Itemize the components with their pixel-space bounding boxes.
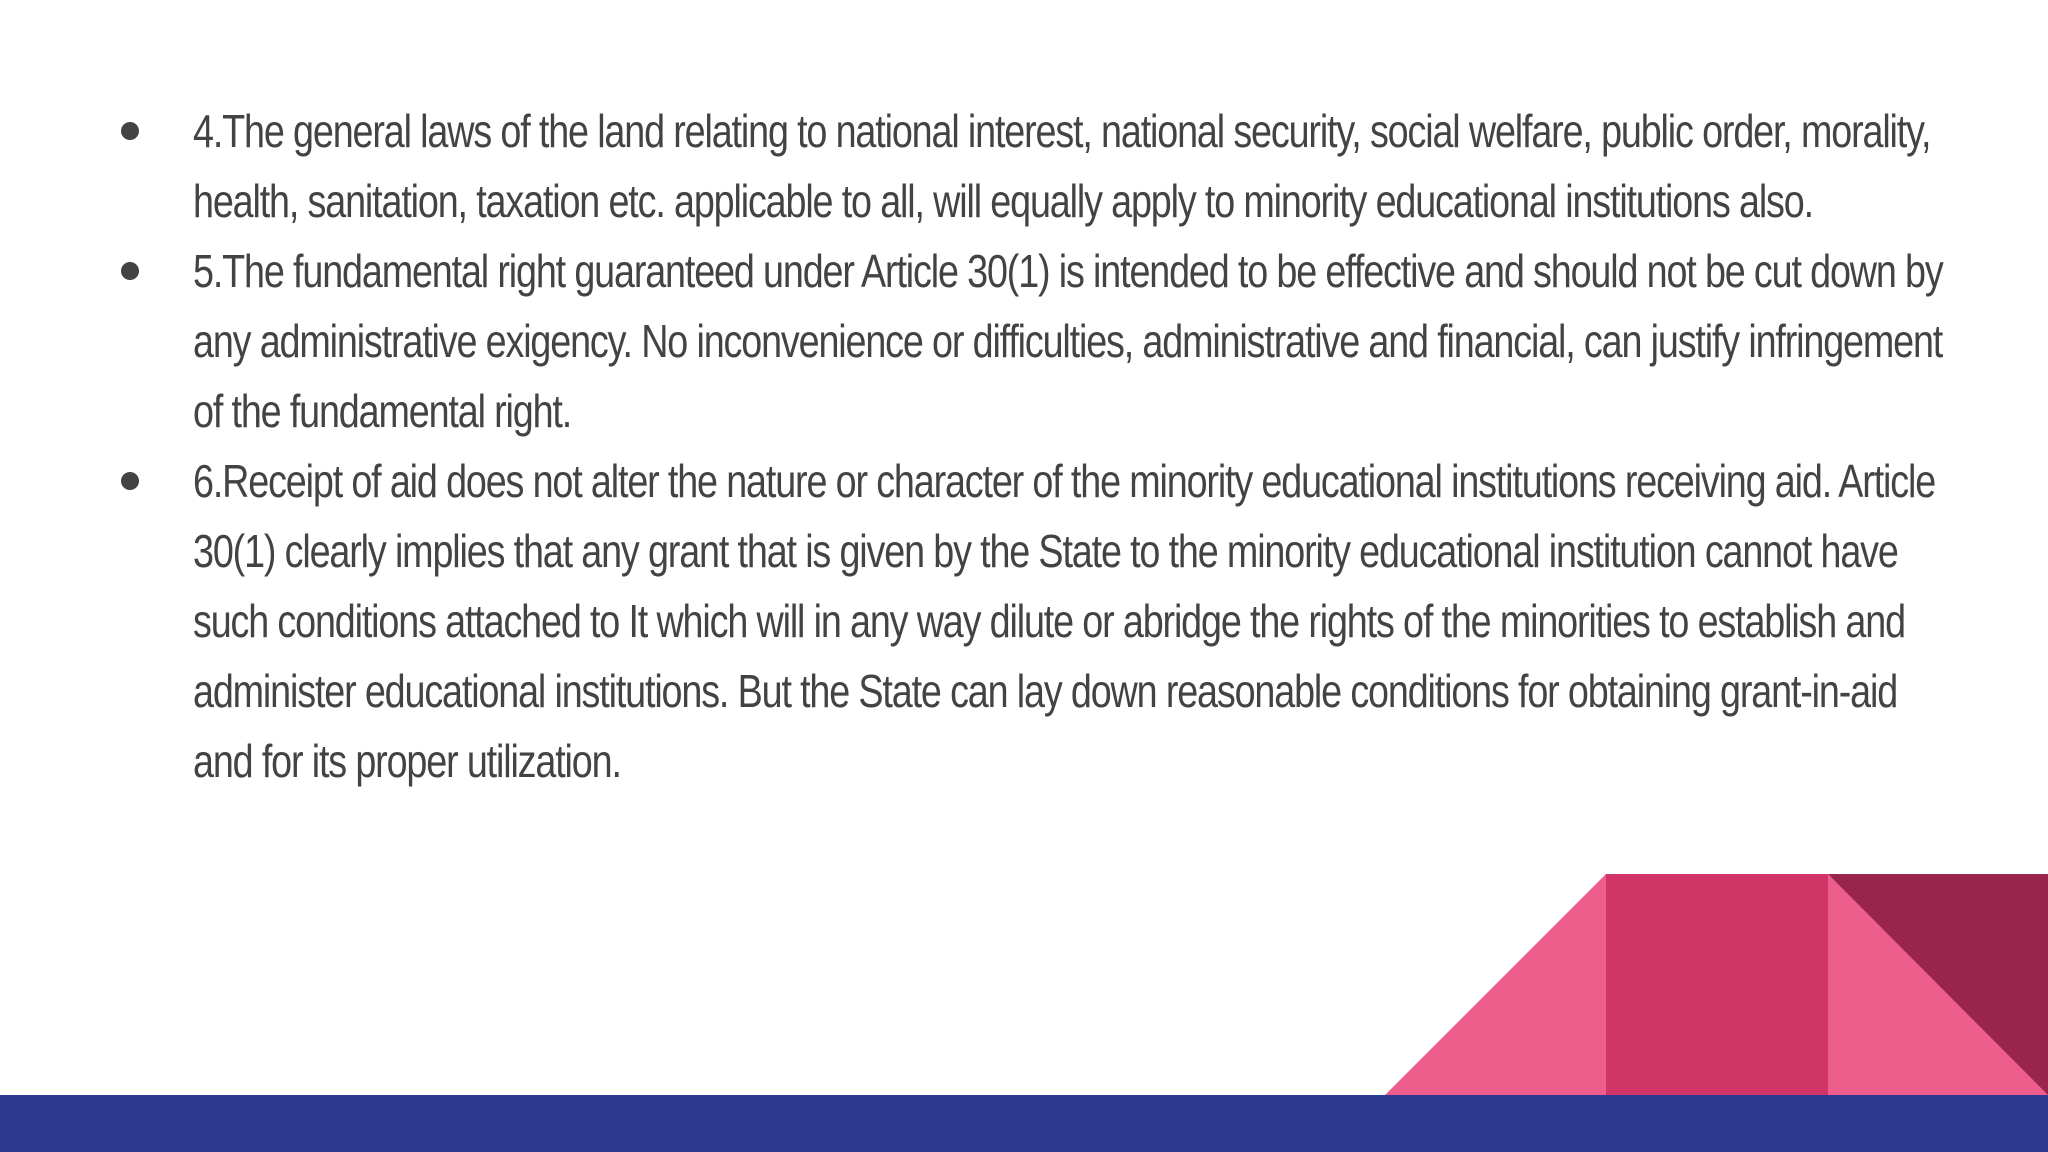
bullet-text: 5.The fundamental right guaranteed under Article 30(1) is intended to be effective and should not be cut down by any administrative exigency. No inconvenience or difficulties, administrative and financial, can justify infringement of the fundamental right. <box>193 245 1943 437</box>
decor-pink-triangle-left <box>1385 874 1606 1095</box>
bullet-item-5 <box>118 236 1943 446</box>
bullet-text: 4.The general laws of the land relating to national interest, national security, social welfare, public order, morality, health, sanitation, taxation etc. applicable to all, will equally apply to minority educational institutions also. <box>193 105 1931 227</box>
bullet-item-6 <box>118 446 1938 796</box>
footer-bar <box>0 1095 2048 1152</box>
bullet-dot-icon <box>121 262 139 280</box>
bullet-dot-icon <box>121 472 139 490</box>
bullet-item-4 <box>118 96 1938 236</box>
bullet-dot-icon <box>121 122 139 140</box>
bullet-text: 6.Receipt of aid does not alter the nature or character of the minority educational institutions receiving aid. Article 30(1) clearly implies that any grant that is given by the State to the minority educational institution cannot have such conditions attached to It which will in any way dilute or abridge the rights of the minorities to establish and administer educational institutions. But the State can lay down reasonable conditions for obtaining grant-in-aid and for its proper utilization. <box>193 455 1936 787</box>
decor-pink-block-middle <box>1606 874 1828 1095</box>
bullet-list <box>118 96 1943 796</box>
